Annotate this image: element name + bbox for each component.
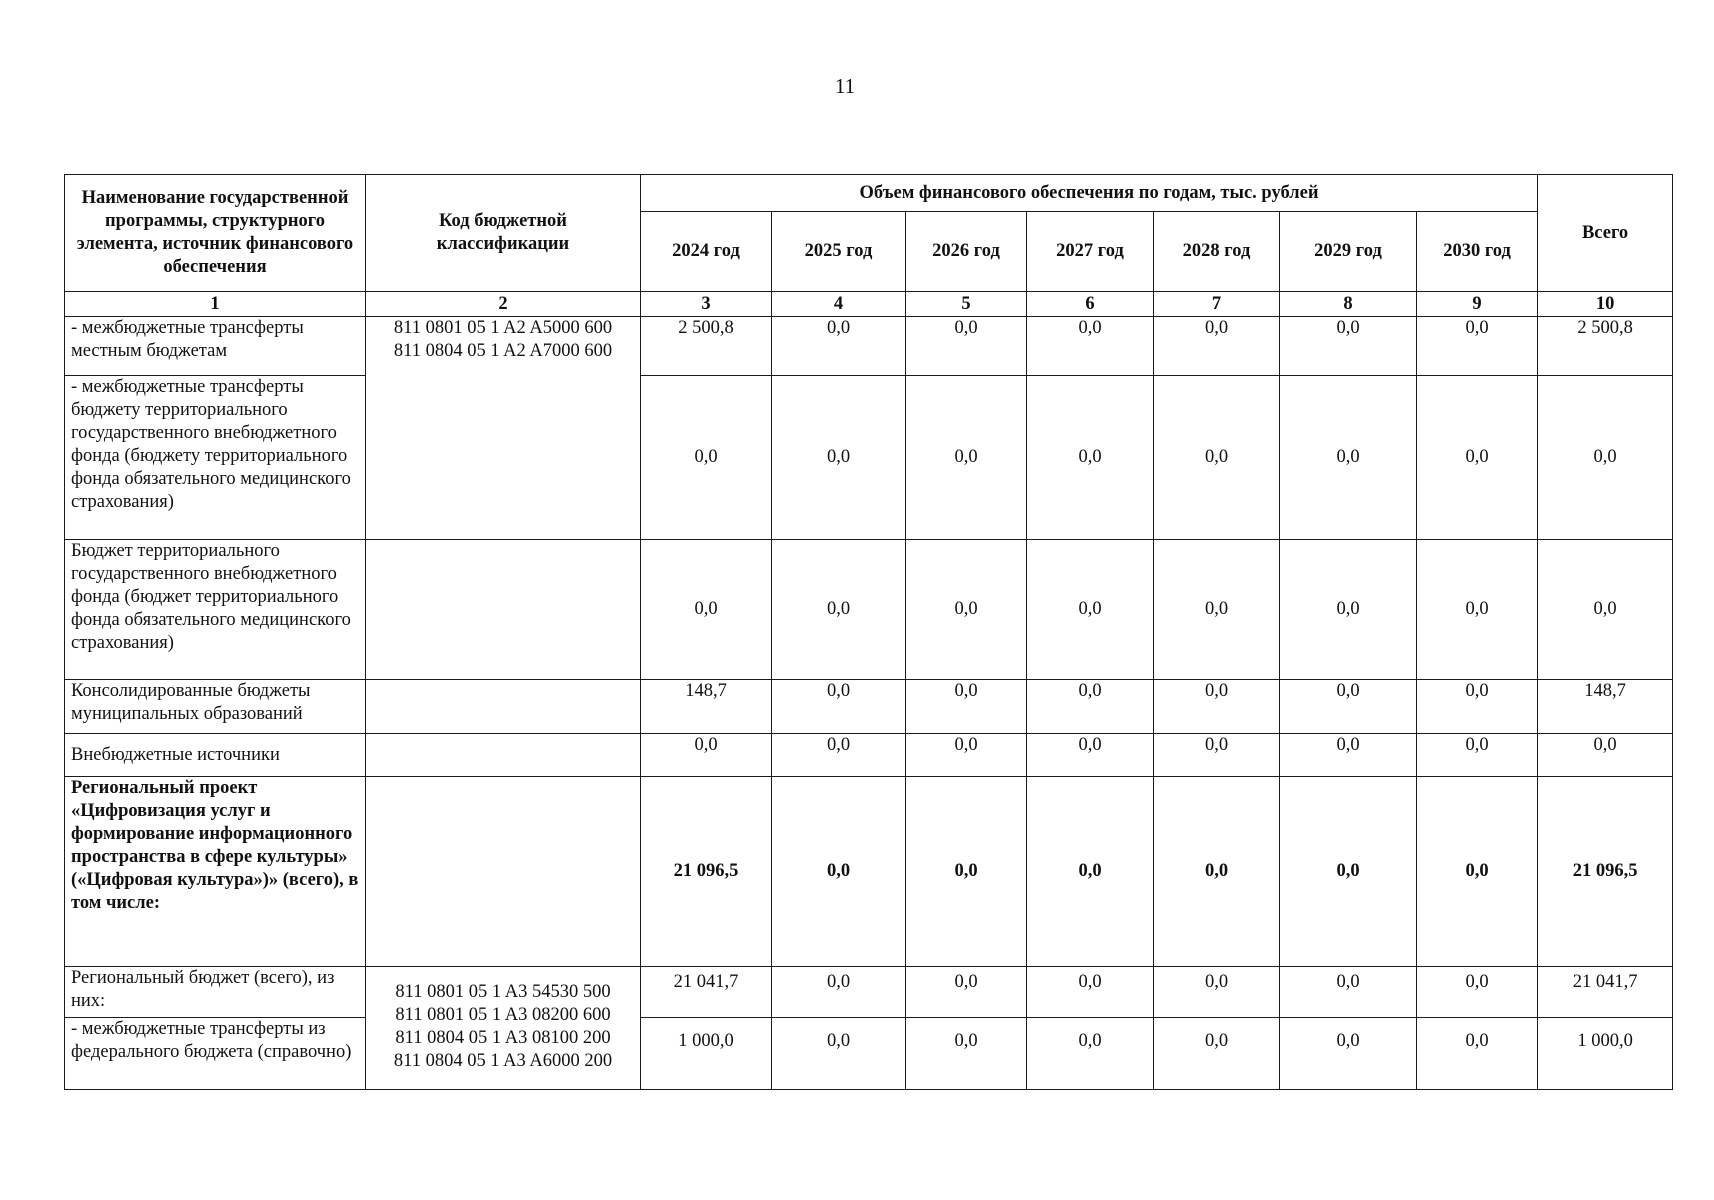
value-2030: 0,0 bbox=[1417, 967, 1538, 1018]
value-2026: 0,0 bbox=[906, 680, 1027, 734]
value-2029: 0,0 bbox=[1280, 540, 1417, 680]
value-2025: 0,0 bbox=[772, 540, 906, 680]
header-name: Наименование государственной программы, структурного элемента, источник финансового обеспечения bbox=[65, 175, 366, 292]
column-number: 10 bbox=[1538, 292, 1673, 317]
value-total: 0,0 bbox=[1538, 734, 1673, 777]
value-total: 0,0 bbox=[1538, 376, 1673, 540]
value-2029: 0,0 bbox=[1280, 317, 1417, 376]
value-2029: 0,0 bbox=[1280, 376, 1417, 540]
value-2024: 2 500,8 bbox=[641, 317, 772, 376]
value-2029: 0,0 bbox=[1280, 1018, 1417, 1090]
value-2025: 0,0 bbox=[772, 1018, 906, 1090]
value-2027: 0,0 bbox=[1027, 734, 1154, 777]
column-number: 5 bbox=[906, 292, 1027, 317]
page-number: 11 bbox=[834, 74, 856, 98]
row-name: - межбюджетные трансферты бюджету территориального государственного внебюджетного фонда (бюджету территориального фонда обязательного медицинского страхования) bbox=[65, 376, 366, 540]
row-name: - межбюджетные трансферты из федерального бюджета (справочно) bbox=[65, 1018, 366, 1090]
value-2028: 0,0 bbox=[1154, 376, 1280, 540]
code-line: 811 0804 05 1 A3 A6000 200 bbox=[393, 1051, 613, 1071]
value-2028: 0,0 bbox=[1154, 317, 1280, 376]
column-number: 9 bbox=[1417, 292, 1538, 317]
column-number: 2 bbox=[366, 292, 641, 317]
value-2026: 0,0 bbox=[906, 734, 1027, 777]
value-2026: 0,0 bbox=[906, 376, 1027, 540]
value-2024: 0,0 bbox=[641, 376, 772, 540]
table-row bbox=[65, 967, 1673, 1018]
financing-table bbox=[64, 174, 1673, 1090]
value-2029: 0,0 bbox=[1280, 967, 1417, 1018]
table-row bbox=[65, 317, 1673, 376]
code-line: 811 0804 05 1 A3 08100 200 bbox=[395, 1028, 611, 1048]
value-total: 148,7 bbox=[1538, 680, 1673, 734]
value-2030: 0,0 bbox=[1417, 1018, 1538, 1090]
table-row bbox=[65, 680, 1673, 734]
table-row bbox=[65, 376, 1673, 540]
code-line: 811 0804 05 1 A2 A7000 600 bbox=[393, 341, 613, 361]
value-2029: 0,0 bbox=[1280, 777, 1417, 967]
row-name: Консолидированные бюджеты муниципальных образований bbox=[65, 680, 366, 734]
column-number: 6 bbox=[1027, 292, 1154, 317]
header-year-2025: 2025 год bbox=[772, 212, 906, 292]
table-row bbox=[65, 540, 1673, 680]
table-row bbox=[65, 734, 1673, 777]
code-line: 811 0801 05 1 A3 54530 500 bbox=[395, 982, 611, 1002]
value-2026: 0,0 bbox=[906, 317, 1027, 376]
value-2024: 0,0 bbox=[641, 540, 772, 680]
value-2026: 0,0 bbox=[906, 1018, 1027, 1090]
value-total: 21 041,7 bbox=[1538, 967, 1673, 1018]
value-2024: 1 000,0 bbox=[641, 1018, 772, 1090]
value-2026: 0,0 bbox=[906, 540, 1027, 680]
value-total: 2 500,8 bbox=[1538, 317, 1673, 376]
value-2027: 0,0 bbox=[1027, 680, 1154, 734]
header-total: Всего bbox=[1538, 175, 1673, 292]
value-2030: 0,0 bbox=[1417, 734, 1538, 777]
table-row bbox=[65, 1018, 1673, 1090]
header-year-2029: 2029 год bbox=[1280, 212, 1417, 292]
column-number: 7 bbox=[1154, 292, 1280, 317]
row-name: Региональный проект «Цифровизация услуг и формирование информационного пространства в сфере культуры» («Цифровая культура»)» (всего), в том числе: bbox=[65, 777, 366, 967]
code-line: 811 0801 05 1 A2 A5000 600 bbox=[393, 318, 613, 338]
value-2028: 0,0 bbox=[1154, 1018, 1280, 1090]
value-total: 1 000,0 bbox=[1538, 1018, 1673, 1090]
column-number: 8 bbox=[1280, 292, 1417, 317]
row-code bbox=[366, 540, 641, 680]
value-2027: 0,0 bbox=[1027, 777, 1154, 967]
value-2027: 0,0 bbox=[1027, 540, 1154, 680]
column-number: 3 bbox=[641, 292, 772, 317]
header-code: Код бюджетной классификации bbox=[366, 175, 641, 292]
header-volume: Объем финансового обеспечения по годам, тыс. рублей bbox=[641, 175, 1538, 212]
column-number-row bbox=[65, 292, 1673, 317]
value-2026: 0,0 bbox=[906, 967, 1027, 1018]
header-year-2030: 2030 год bbox=[1417, 212, 1538, 292]
value-2030: 0,0 bbox=[1417, 317, 1538, 376]
value-2030: 0,0 bbox=[1417, 540, 1538, 680]
value-2025: 0,0 bbox=[772, 967, 906, 1018]
value-2029: 0,0 bbox=[1280, 680, 1417, 734]
row-name: Внебюджетные источники bbox=[65, 734, 366, 777]
value-2028: 0,0 bbox=[1154, 540, 1280, 680]
value-2028: 0,0 bbox=[1154, 777, 1280, 967]
value-2030: 0,0 bbox=[1417, 376, 1538, 540]
row-code bbox=[366, 777, 641, 967]
header-year-2027: 2027 год bbox=[1027, 212, 1154, 292]
value-2027: 0,0 bbox=[1027, 317, 1154, 376]
row-name: Региональный бюджет (всего), из них: bbox=[65, 967, 366, 1018]
row-code bbox=[366, 680, 641, 734]
value-2024: 21 096,5 bbox=[641, 777, 772, 967]
header-year-2026: 2026 год bbox=[906, 212, 1027, 292]
column-number: 1 bbox=[65, 292, 366, 317]
value-total: 21 096,5 bbox=[1538, 777, 1673, 967]
value-2024: 148,7 bbox=[641, 680, 772, 734]
value-2028: 0,0 bbox=[1154, 680, 1280, 734]
header-year-2028: 2028 год bbox=[1154, 212, 1280, 292]
value-2025: 0,0 bbox=[772, 376, 906, 540]
value-2027: 0,0 bbox=[1027, 1018, 1154, 1090]
value-2028: 0,0 bbox=[1154, 734, 1280, 777]
value-2030: 0,0 bbox=[1417, 777, 1538, 967]
value-2024: 21 041,7 bbox=[641, 967, 772, 1018]
value-2025: 0,0 bbox=[772, 680, 906, 734]
value-2030: 0,0 bbox=[1417, 680, 1538, 734]
value-2025: 0,0 bbox=[772, 734, 906, 777]
value-2027: 0,0 bbox=[1027, 376, 1154, 540]
value-2025: 0,0 bbox=[772, 317, 906, 376]
row-name: Бюджет территориального государственного внебюджетного фонда (бюджет территориального фонда обязательного медицинского страхования) bbox=[65, 540, 366, 680]
value-2028: 0,0 bbox=[1154, 967, 1280, 1018]
column-number: 4 bbox=[772, 292, 906, 317]
row-code bbox=[366, 967, 641, 1090]
value-2026: 0,0 bbox=[906, 777, 1027, 967]
value-2024: 0,0 bbox=[641, 734, 772, 777]
value-2027: 0,0 bbox=[1027, 967, 1154, 1018]
value-2029: 0,0 bbox=[1280, 734, 1417, 777]
header-year-2024: 2024 год bbox=[641, 212, 772, 292]
row-code bbox=[366, 317, 641, 540]
code-line: 811 0801 05 1 A3 08200 600 bbox=[395, 1005, 611, 1025]
table-row bbox=[65, 777, 1673, 967]
row-name: - межбюджетные трансферты местным бюджетам bbox=[65, 317, 366, 376]
row-code bbox=[366, 734, 641, 777]
value-total: 0,0 bbox=[1538, 540, 1673, 680]
value-2025: 0,0 bbox=[772, 777, 906, 967]
